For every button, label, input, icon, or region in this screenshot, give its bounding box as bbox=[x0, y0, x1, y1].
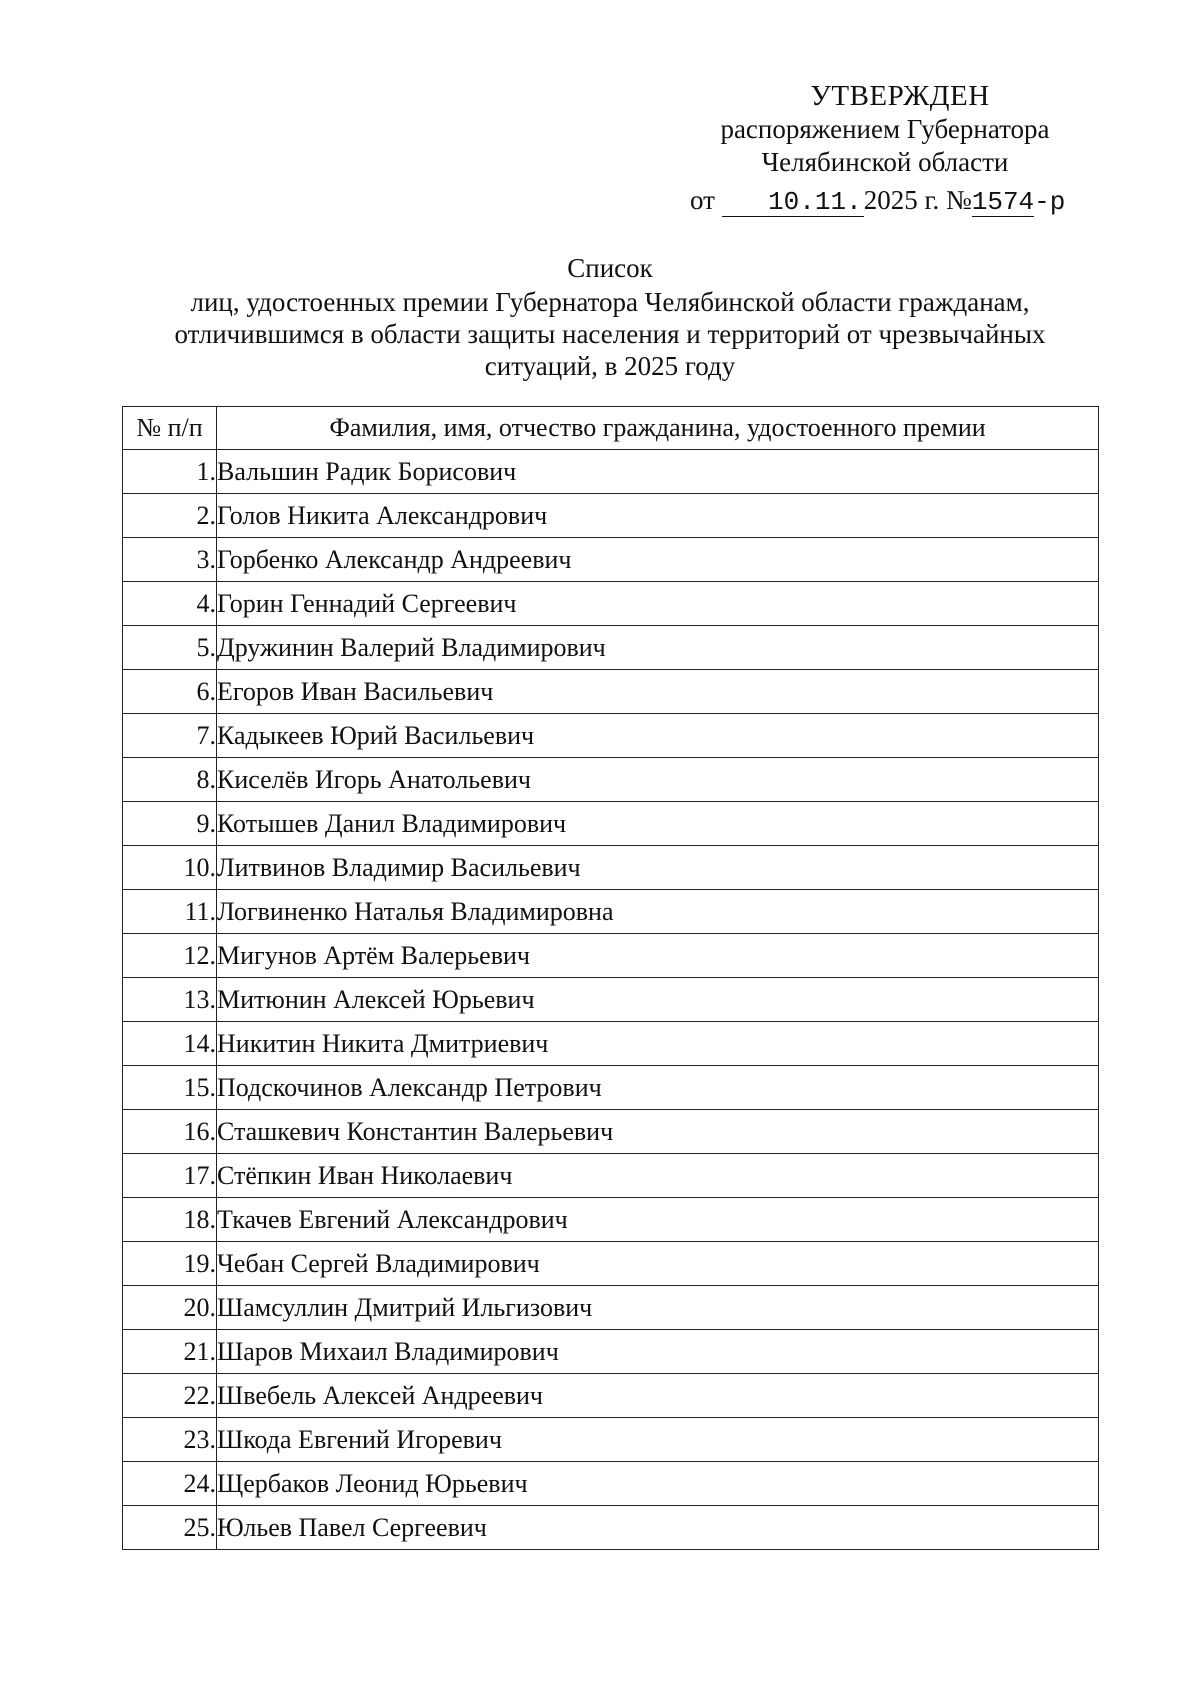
row-name: Митюнин Алексей Юрьевич bbox=[217, 978, 1099, 1022]
row-number: 23. bbox=[123, 1418, 217, 1462]
row-name: Щербаков Леонид Юрьевич bbox=[217, 1462, 1099, 1506]
row-name: Котышев Данил Владимирович bbox=[217, 802, 1099, 846]
table-row bbox=[123, 626, 1099, 670]
table-row bbox=[123, 846, 1099, 890]
row-name: Юльев Павел Сергеевич bbox=[217, 1506, 1099, 1550]
row-number: 3. bbox=[123, 538, 217, 582]
row-name: Шамсуллин Дмитрий Ильгизович bbox=[217, 1286, 1099, 1330]
approval-line-1: распоряжением Губернатора bbox=[720, 114, 1050, 144]
row-number: 13. bbox=[123, 978, 217, 1022]
approval-stamp bbox=[690, 80, 1080, 219]
table-row bbox=[123, 1330, 1099, 1374]
row-number: 14. bbox=[123, 1022, 217, 1066]
title-line-3: ситуаций, в 2025 году bbox=[484, 351, 736, 381]
row-number: 2. bbox=[123, 494, 217, 538]
approval-line-2: Челябинской области bbox=[761, 147, 1009, 177]
row-number: 24. bbox=[123, 1462, 217, 1506]
header-name: Фамилия, имя, отчество гражданина, удостоенного премии bbox=[217, 407, 1099, 450]
row-number: 15. bbox=[123, 1066, 217, 1110]
row-name: Киселёв Игорь Анатольевич bbox=[217, 758, 1099, 802]
table-row bbox=[123, 582, 1099, 626]
table-row bbox=[123, 1374, 1099, 1418]
row-number: 4. bbox=[123, 582, 217, 626]
approval-date-line bbox=[690, 184, 1080, 219]
title-caption: Список bbox=[567, 253, 653, 283]
row-name: Ткачев Евгений Александрович bbox=[217, 1198, 1099, 1242]
row-name: Горин Геннадий Сергеевич bbox=[217, 582, 1099, 626]
row-number: 8. bbox=[123, 758, 217, 802]
row-name: Мигунов Артём Валерьевич bbox=[217, 934, 1099, 978]
table-row bbox=[123, 450, 1099, 494]
header-number: № п/п bbox=[123, 407, 217, 450]
row-name: Шаров Михаил Владимирович bbox=[217, 1330, 1099, 1374]
row-number: 6. bbox=[123, 670, 217, 714]
table-row bbox=[123, 538, 1099, 582]
table-row bbox=[123, 1242, 1099, 1286]
row-number: 9. bbox=[123, 802, 217, 846]
row-number: 1. bbox=[123, 450, 217, 494]
title-line-2: отличившимся в области защиты населения и территорий от чрезвычайных bbox=[174, 319, 1046, 349]
row-number: 18. bbox=[123, 1198, 217, 1242]
table-row bbox=[123, 670, 1099, 714]
table-row bbox=[123, 1418, 1099, 1462]
table-row bbox=[123, 1506, 1099, 1550]
row-number: 10. bbox=[123, 846, 217, 890]
row-number: 20. bbox=[123, 1286, 217, 1330]
table-row bbox=[123, 934, 1099, 978]
order-number: 1574 bbox=[971, 187, 1035, 217]
table-row bbox=[123, 1110, 1099, 1154]
row-name: Чебан Сергей Владимирович bbox=[217, 1242, 1099, 1286]
row-number: 19. bbox=[123, 1242, 217, 1286]
awardees-table bbox=[122, 406, 1099, 1550]
row-name: Кадыкеев Юрий Васильевич bbox=[217, 714, 1099, 758]
table-row bbox=[123, 1462, 1099, 1506]
row-name: Сташкевич Константин Валерьевич bbox=[217, 1110, 1099, 1154]
row-name: Стёпкин Иван Николаевич bbox=[217, 1154, 1099, 1198]
row-name: Никитин Никита Дмитриевич bbox=[217, 1022, 1099, 1066]
row-number: 12. bbox=[123, 934, 217, 978]
row-number: 5. bbox=[123, 626, 217, 670]
table-row bbox=[123, 1022, 1099, 1066]
order-number-suffix: -р bbox=[1034, 187, 1066, 217]
row-number: 16. bbox=[123, 1110, 217, 1154]
row-name: Вальшин Радик Борисович bbox=[217, 450, 1099, 494]
date-value: 10.11. bbox=[722, 188, 864, 217]
row-number: 25. bbox=[123, 1506, 217, 1550]
row-number: 11. bbox=[123, 890, 217, 934]
row-name: Дружинин Валерий Владимирович bbox=[217, 626, 1099, 670]
row-name: Подскочинов Александр Петрович bbox=[217, 1066, 1099, 1110]
table-row bbox=[123, 1198, 1099, 1242]
table-row bbox=[123, 890, 1099, 934]
title-line-1: лиц, удостоенных премии Губернатора Челябинской области гражданам, bbox=[190, 287, 1030, 317]
table-row bbox=[123, 802, 1099, 846]
table-body bbox=[123, 450, 1099, 1550]
table-row bbox=[123, 1066, 1099, 1110]
row-name: Голов Никита Александрович bbox=[217, 494, 1099, 538]
date-prefix: от bbox=[690, 185, 715, 215]
table-header-row bbox=[123, 407, 1099, 450]
row-number: 22. bbox=[123, 1374, 217, 1418]
table-row bbox=[123, 978, 1099, 1022]
row-name: Логвиненко Наталья Владимировна bbox=[217, 890, 1099, 934]
row-number: 21. bbox=[123, 1330, 217, 1374]
table-row bbox=[123, 1286, 1099, 1330]
table-row bbox=[123, 1154, 1099, 1198]
document-title bbox=[120, 252, 1100, 382]
row-name: Горбенко Александр Андреевич bbox=[217, 538, 1099, 582]
row-name: Шкода Евгений Игоревич bbox=[217, 1418, 1099, 1462]
table-row bbox=[123, 758, 1099, 802]
row-number: 17. bbox=[123, 1154, 217, 1198]
row-name: Егоров Иван Васильевич bbox=[217, 670, 1099, 714]
date-suffix: 2025 г. № bbox=[863, 185, 972, 215]
table-row bbox=[123, 714, 1099, 758]
approval-heading: УТВЕРЖДЕН bbox=[810, 80, 990, 112]
row-name: Литвинов Владимир Васильевич bbox=[217, 846, 1099, 890]
row-number: 7. bbox=[123, 714, 217, 758]
row-name: Швебель Алексей Андреевич bbox=[217, 1374, 1099, 1418]
table-row bbox=[123, 494, 1099, 538]
